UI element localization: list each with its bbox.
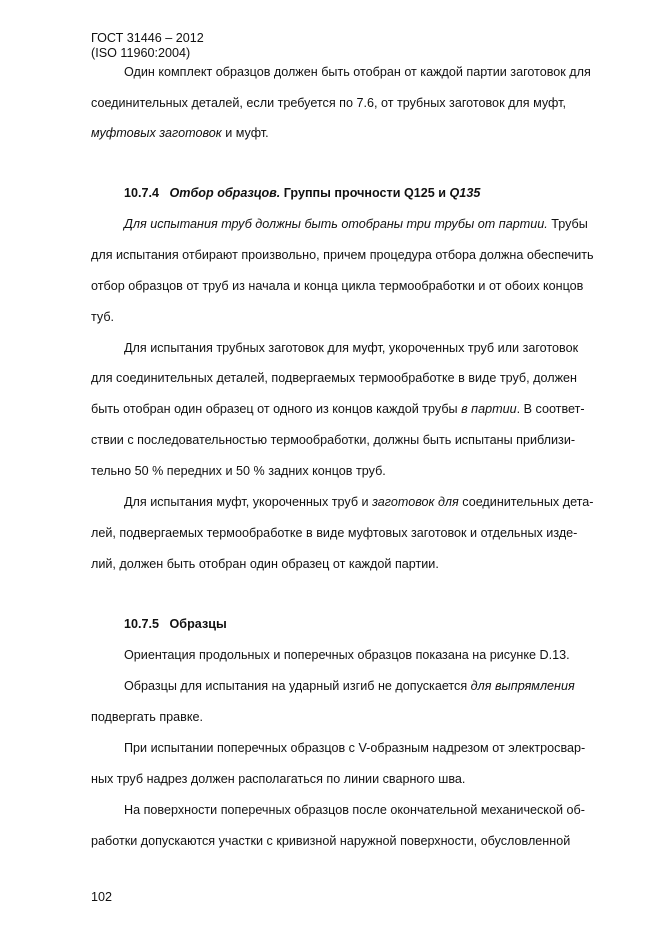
para3-line1: Для испытания трубных заготовок для муфт, укороченных труб или заготовок	[124, 341, 579, 355]
para8-line1: На поверхности поперечных образцов после окончательной механической об-	[124, 803, 585, 817]
text-run: . В соответ-	[516, 402, 585, 416]
section-title: Образцы	[169, 617, 227, 631]
section-number: 10.7.4	[124, 186, 160, 200]
para2-line3: отбор образцов от труб из начала и конца цикла термообработки и от обоих концов	[91, 279, 584, 293]
para1-line3	[91, 125, 269, 141]
section-title-italic: Отбор образцов.	[169, 186, 281, 200]
italic-term: заготовок для	[372, 495, 459, 509]
para4-line2: лей, подвергаемых термообработке в виде муфтовых заготовок и отдельных изде-	[91, 526, 578, 540]
para1-line1: Один комплект образцов должен быть отобран от каждой партии заготовок для	[124, 65, 591, 79]
para2-line2: для испытания отбирают произвольно, причем процедура отбора должна обеспечить	[91, 248, 594, 262]
text-run: Трубы	[547, 217, 588, 231]
para8-line2: работки допускаются участки с кривизной наружной поверхности, обусловленной	[91, 834, 571, 848]
section-number: 10.7.5	[124, 617, 160, 631]
text-run: быть отобран один образец от одного из концов каждой трубы	[91, 402, 462, 416]
para2-line1	[124, 216, 588, 232]
standard-code: ГОСТ 31446 – 2012	[91, 31, 204, 45]
text-run: и муфт.	[221, 126, 269, 140]
page-number: 102	[91, 890, 113, 904]
para5-line1: Ориентация продольных и поперечных образцов показана на рисунке D.13.	[124, 648, 570, 662]
para4-line3: лий, должен быть отобран один образец от каждой партии.	[91, 557, 439, 571]
text-run: Для испытания муфт, укороченных труб и	[124, 495, 373, 509]
iso-reference: (ISO 11960:2004)	[91, 46, 191, 60]
text-run: Образцы для испытания на ударный изгиб не допускается	[124, 679, 471, 693]
para3-line3	[91, 401, 585, 417]
italic-term: муфтовых заготовок	[91, 126, 222, 140]
section-heading-10-7-4	[124, 185, 480, 201]
para6-line1	[124, 678, 575, 694]
section-title: Группы прочности Q125 и	[280, 186, 450, 200]
grade-italic: Q135	[449, 186, 481, 200]
para7-line2: ных труб надрез должен располагаться по линии сварного шва.	[91, 772, 466, 786]
para3-line2: для соединительных деталей, подвергаемых термообработке в виде труб, должен	[91, 371, 577, 385]
section-heading-10-7-5	[124, 616, 227, 632]
para4-line1	[124, 494, 594, 510]
text-run: соединительных дета-	[458, 495, 594, 509]
document-header	[91, 31, 204, 61]
para3-line4: ствии с последовательностью термообработки, должны быть испытаны приблизи-	[91, 433, 576, 447]
italic-term: для выпрямления	[470, 679, 575, 693]
para1-line2: соединительных деталей, если требуется по 7.6, от трубных заготовок для муфт,	[91, 96, 566, 110]
para3-line5: тельно 50 % передних и 50 % задних концов труб.	[91, 464, 386, 478]
italic-term: в партии	[461, 402, 517, 416]
para2-line4: туб.	[91, 310, 115, 324]
para6-line2: подвергать правке.	[91, 710, 203, 724]
para7-line1: При испытании поперечных образцов с V-образным надрезом от электросвар-	[124, 741, 586, 755]
italic-sentence: Для испытания труб должны быть отобраны три трубы от партии.	[124, 217, 548, 231]
